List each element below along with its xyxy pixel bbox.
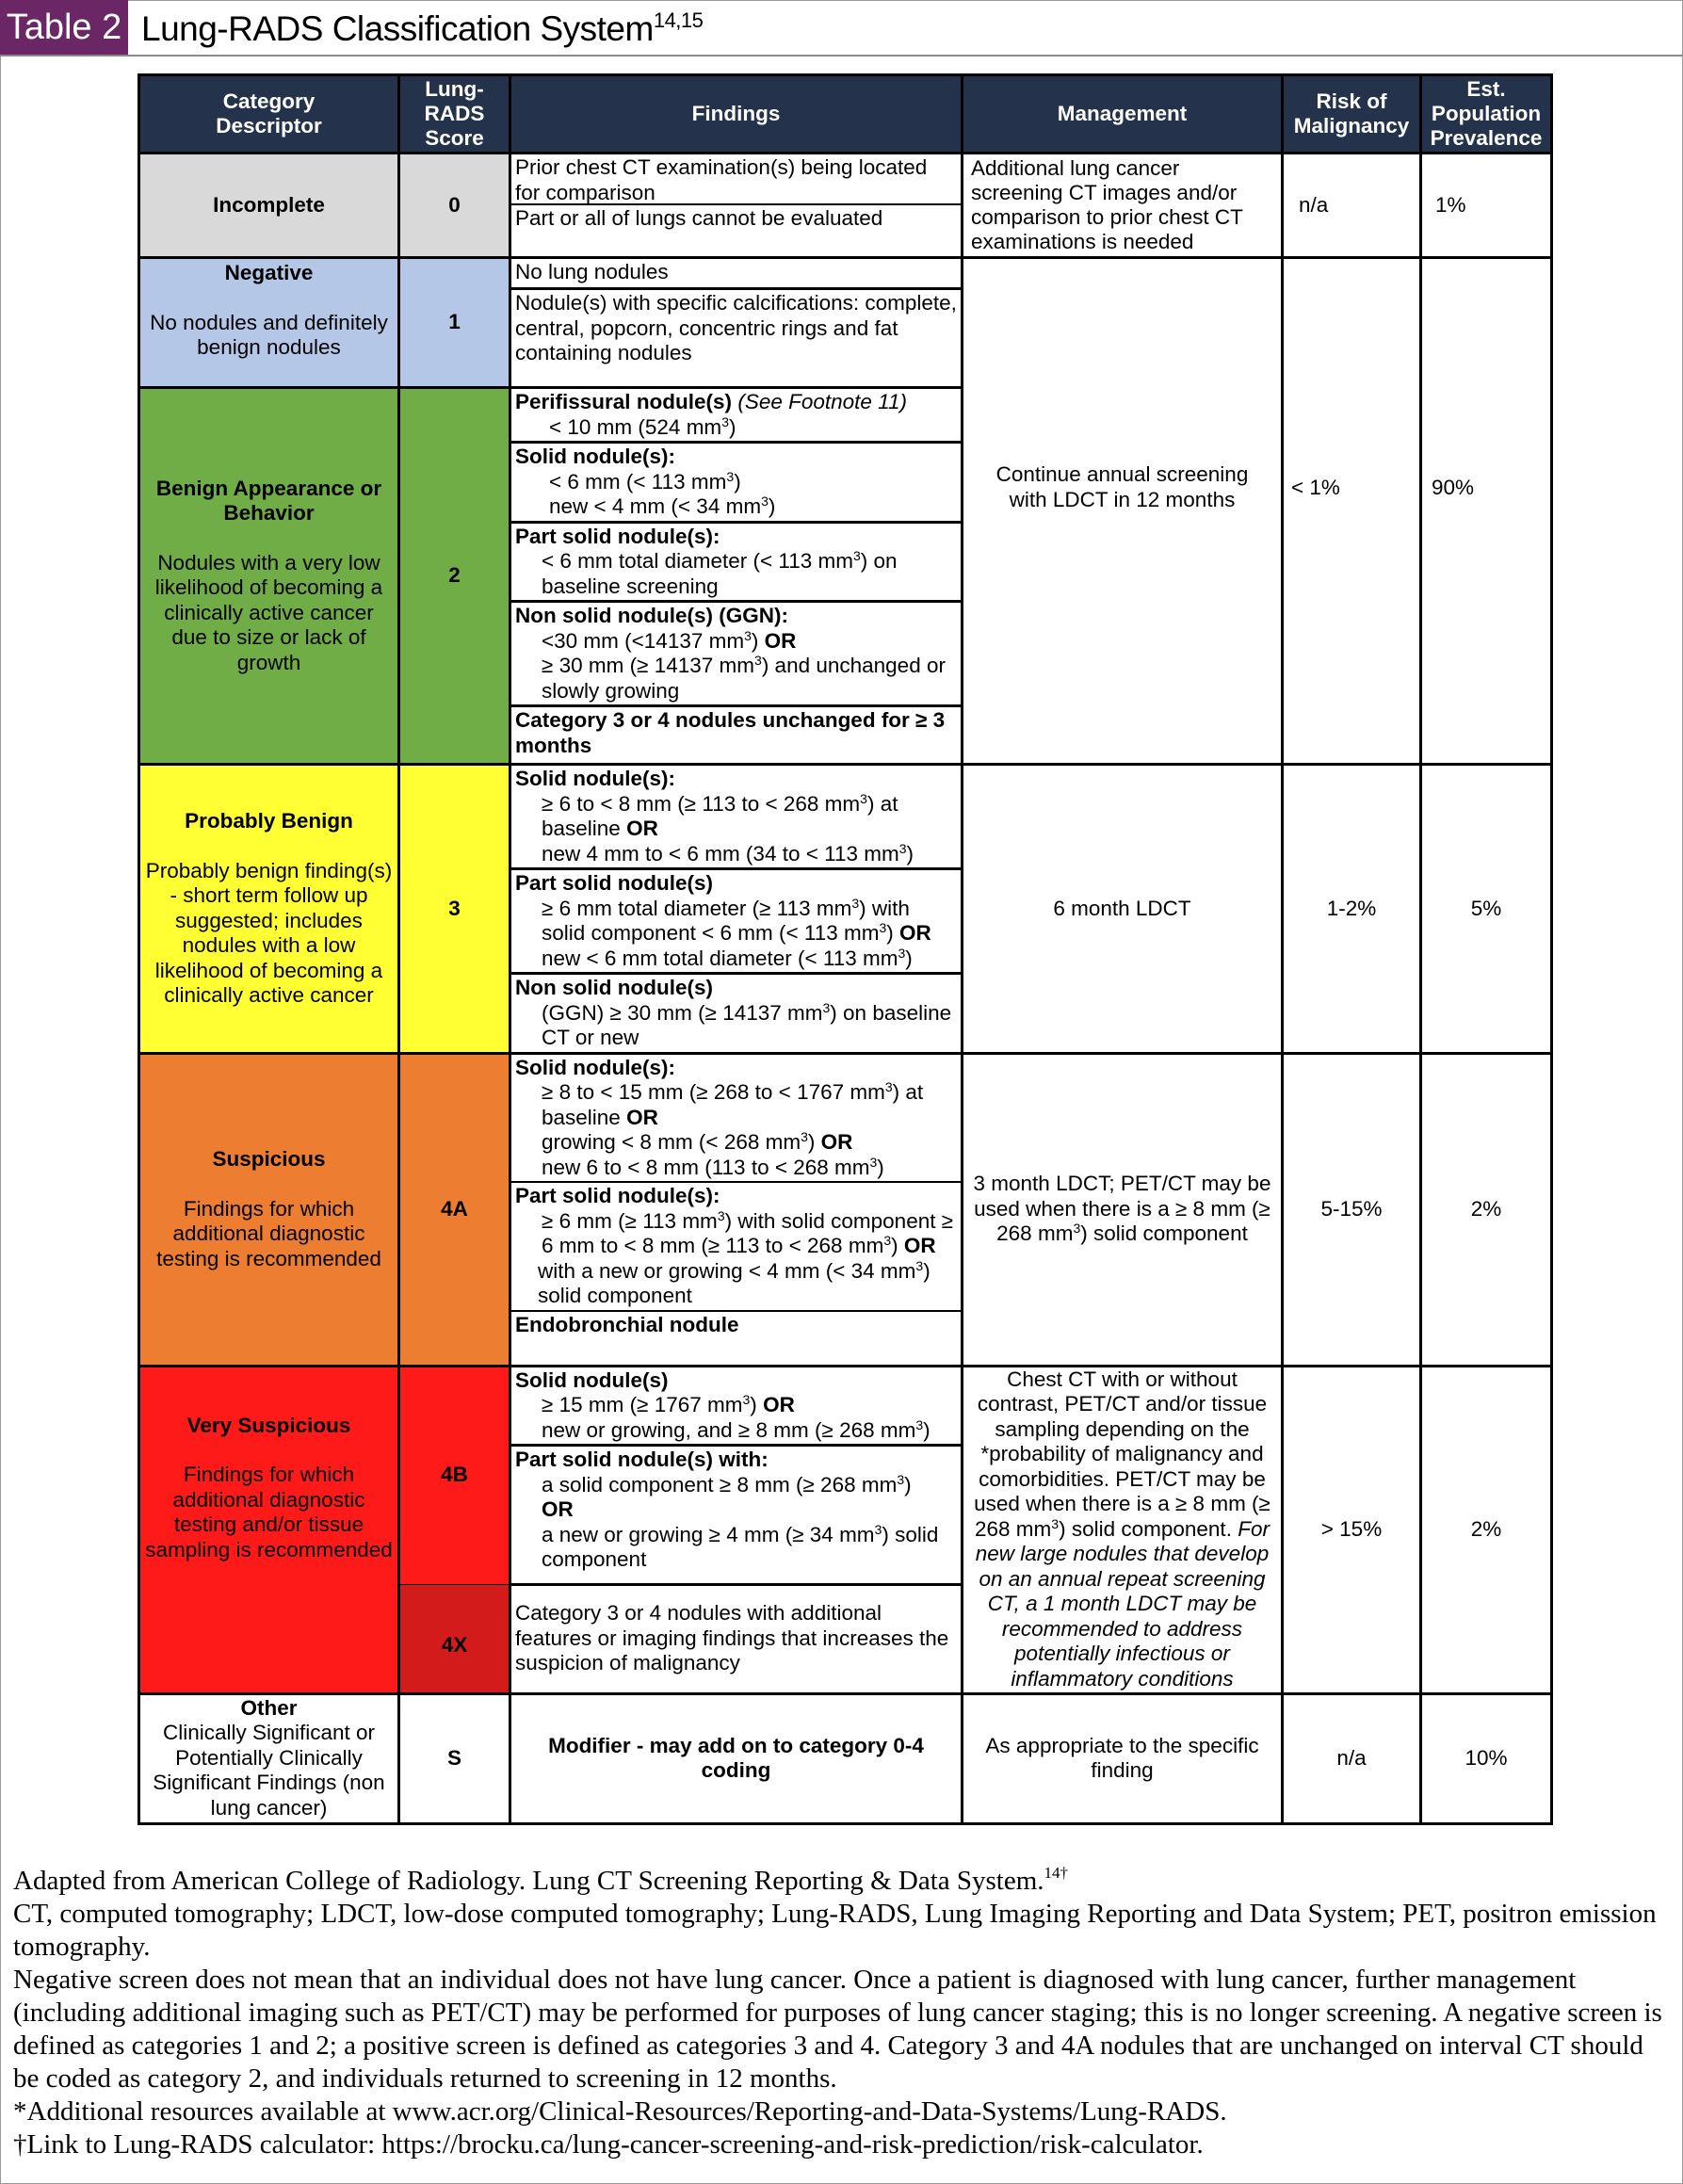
finding-item: Prior chest CT examination(s) being located for comparison: [511, 154, 961, 205]
risk-s: n/a: [1283, 1693, 1421, 1823]
prevalence-4a: 2%: [1421, 1053, 1552, 1366]
risk-0: n/a: [1283, 154, 1421, 258]
finding-item: Perifissural nodule(s) (See Footnote 11) < 10 mm (524 $mm^3$): [511, 389, 961, 444]
management-note: For new large nodules that develop on an annual repeat screening CT, a 1 month LDCT may be recommended to address potentially infectious or inflammatory conditions: [975, 1516, 1270, 1691]
score-2: 2: [399, 388, 510, 765]
category-name: Negative: [224, 261, 314, 284]
findings-s: Modifier - may add on to category 0-4 coding: [510, 1693, 963, 1823]
category-negative: [139, 258, 399, 388]
risk-1-2: < 1%: [1283, 258, 1421, 765]
footnote-adapted: Adapted from American College of Radiology. Lung CT Screening Reporting & Data System.$^{14\dagger}$: [13, 1864, 1069, 1896]
category-benign: [139, 388, 399, 765]
prevalence-3: 5%: [1421, 765, 1552, 1054]
row-incomplete: [139, 154, 1552, 258]
table-header-bar: [0, 0, 1683, 57]
category-probably-benign: [139, 765, 399, 1054]
finding-item: Solid nodule(s): ≥ 6 to < 8 mm (≥ 113 to < 268 $mm^3$) at baseline OR new 4 mm to < 6 mm (34 to < 113 $mm^3$): [511, 766, 961, 870]
category-suspicious: [139, 1053, 399, 1366]
management-s: As appropriate to the specific finding: [963, 1693, 1283, 1823]
footnotes: [13, 1865, 1671, 2161]
finding-item: Solid nodule(s): ≥ 8 to < 15 mm (≥ 268 to < 1767 $mm^3$) at baseline OR growing < 8 mm (< 268 $mm^3$) OR new 6 to < 8 mm (113 to < 268 $mm^3$): [511, 1055, 961, 1184]
column-header-row: [139, 75, 1552, 154]
finding-item: Solid nodule(s) ≥ 15 mm (≥ 1767 $mm^3$) OR new or growing, and ≥ 8 mm (≥ 268 $mm^3$): [511, 1367, 961, 1448]
management-3: 6 month LDCT: [963, 765, 1283, 1054]
col-score: Lung-RADS Score: [399, 75, 510, 154]
title-refs: 14,15: [653, 8, 704, 32]
category-description: Findings for which additional diagnostic testing and/or tissue sampling is recommended: [145, 1463, 393, 1561]
category-description: Findings for which additional diagnostic testing is recommended: [156, 1196, 381, 1270]
category-incomplete: Incomplete: [139, 154, 399, 258]
lung-rads-table: [138, 73, 1553, 1825]
score-3: 3: [399, 765, 510, 1054]
findings-4x: Category 3 or 4 nodules with additional features or imaging findings that increases the suspicion of malignancy: [510, 1584, 963, 1693]
findings-0: [510, 154, 963, 258]
col-category: Category Descriptor: [139, 75, 399, 154]
findings-3: [510, 765, 963, 1054]
col-findings: Findings: [510, 75, 963, 154]
footnote-calculator: †Link to Lung-RADS calculator: https://brocku.ca/lung-cancer-screening-and-risk-prediction/risk-calculator.: [13, 2129, 1204, 2160]
row-negative: [139, 258, 1552, 388]
score-4x: 4X: [399, 1584, 510, 1693]
risk-4b-4x: > 15%: [1283, 1366, 1421, 1693]
findings-2: [510, 388, 963, 765]
finding-item: Endobronchial nodule: [515, 1312, 739, 1336]
category-name: Very Suspicious: [186, 1413, 351, 1437]
finding-item: Part solid nodule(s): ≥ 6 mm (≥ 113 $mm^3$) with solid component ≥ 6 mm to < 8 mm (≥ 113 to < 268 $mm^3$) OR with a new or growing < 4 mm (< 34 $mm^3$) solid component: [511, 1183, 961, 1312]
score-s: S: [399, 1693, 510, 1823]
finding-item: Part solid nodule(s) ≥ 6 mm total diameter (≥ 113 $mm^3$) with solid component < 6 mm (< 113 $mm^3$) OR new < 6 mm total diameter (< 113 $mm^3$): [511, 870, 961, 975]
finding-item: No lung nodules: [511, 259, 961, 290]
footnote-negative-screen: Negative screen does not mean that an individual does not have lung cancer. Once a patient is diagnosed with lung cancer, further management (including additional imaging such as PET/CT) may be performed for purposes of lung cancer staging; this is no longer screening. A negative screen is defined as categories 1 and 2; a positive screen is defined as categories 3 and 4. Category 3 and 4A nodules that are unchanged on interval CT should be coded as category 2, and individuals returned to screening in 12 months.: [13, 1965, 1662, 2094]
finding-item: Category 3 or 4 nodules unchanged for ≥ 3 months: [515, 708, 946, 757]
findings-4b: [510, 1366, 963, 1584]
category-description: No nodules and definitely benign nodules: [150, 310, 388, 359]
finding-item: Nodule(s) with specific calcifications: complete, central, popcorn, concentric rings and fat containing nodules: [515, 291, 957, 364]
category-name: Benign Appearance or Behavior: [155, 476, 382, 526]
footnote-resources: *Additional resources available at www.acr.org/Clinical-Resources/Reporting-and-Data-Systems/Lung-RADS.: [13, 2096, 1227, 2127]
score-0: 0: [399, 154, 510, 258]
table-badge: Table 2: [0, 0, 128, 55]
category-name: Other: [240, 1695, 298, 1720]
finding-item: Non solid nodule(s) (GGN): <30 mm (<14137 $mm^3$) OR ≥ 30 mm (≥ 14137 $mm^3$) and unchanged or slowly growing: [511, 603, 961, 707]
row-probably-benign: [139, 765, 1552, 1054]
category-other: [139, 1693, 399, 1823]
prevalence-0: 1%: [1421, 154, 1552, 258]
col-prevalence: Est. Population Prevalence: [1421, 75, 1552, 154]
col-risk: Risk of Malignancy: [1283, 75, 1421, 154]
score-4a: 4A: [399, 1053, 510, 1366]
table-title: Lung-RADS Classification System$^{14,15}$: [141, 8, 704, 48]
management-4b-4x: Chest CT with or without contrast, PET/CT and/or tissue sampling depending on the *probability of malignancy and comorbidities. PET/CT may be used when there is a ≥ 8 mm (≥ 268 $mm^3$) solid component. For new large nodules that develop on an annual repeat screening CT, a 1 month LDCT may be recommended to address potentially infectious or inflammatory conditions: [963, 1366, 1283, 1693]
management-0: Additional lung cancer screening CT images and/or comparison to prior chest CT examinations is needed: [963, 154, 1283, 258]
risk-3: 1-2%: [1283, 765, 1421, 1054]
row-suspicious: [139, 1053, 1552, 1366]
management-4a: 3 month LDCT; PET/CT may be used when there is a ≥ 8 mm (≥ 268 $mm^3$) solid component: [963, 1053, 1283, 1366]
category-description: Nodules with a very low likelihood of becoming a clinically active cancer due to size or lack of growth: [154, 550, 383, 674]
risk-4a: 5-15%: [1283, 1053, 1421, 1366]
prevalence-1-2: 90%: [1421, 258, 1552, 765]
finding-item: Solid nodule(s): < 6 mm (< 113 $mm^3$) new < 4 mm (< 34 $mm^3$): [511, 444, 961, 524]
category-name: Suspicious: [212, 1147, 326, 1171]
finding-item: Non solid nodule(s) (GGN) ≥ 30 mm (≥ 14137 $mm^3$) on baseline CT or new: [515, 976, 952, 1049]
category-description: Probably benign finding(s) - short term follow up suggested; includes nodules with a low likelihood of becoming a clinically active cancer: [145, 858, 393, 1007]
findings-1: [510, 258, 963, 388]
col-management: Management: [963, 75, 1283, 154]
finding-item: Part solid nodule(s) with: a solid component ≥ 8 mm (≥ 268 $mm^3$) OR a new or growing ≥ 4 mm (≥ 34 $mm^3$) solid component: [515, 1448, 939, 1571]
finding-item: Part solid nodule(s): < 6 mm total diameter (< 113 $mm^3$) on baseline screening: [511, 524, 961, 604]
footnote-abbreviations: CT, computed tomography; LDCT, low-dose computed tomography; Lung-RADS, Lung Imaging Reporting and Data System; PET, positron emission tomography.: [13, 1899, 1657, 1962]
category-name: Probably Benign: [185, 809, 353, 833]
row-very-suspicious-4b: [139, 1366, 1552, 1584]
findings-4a: [510, 1053, 963, 1366]
category-very-suspicious: [139, 1366, 399, 1693]
prevalence-s: 10%: [1421, 1693, 1552, 1823]
category-description: Clinically Significant or Potentially Clinically Significant Findings (non lung cancer): [153, 1721, 385, 1820]
score-4b: 4B: [399, 1366, 510, 1584]
score-1: 1: [399, 258, 510, 388]
management-1-2: Continue annual screening with LDCT in 12 months: [963, 258, 1283, 765]
finding-item: Part or all of lungs cannot be evaluated: [515, 206, 883, 230]
row-other: [139, 1693, 1552, 1823]
prevalence-4b-4x: 2%: [1421, 1366, 1552, 1693]
